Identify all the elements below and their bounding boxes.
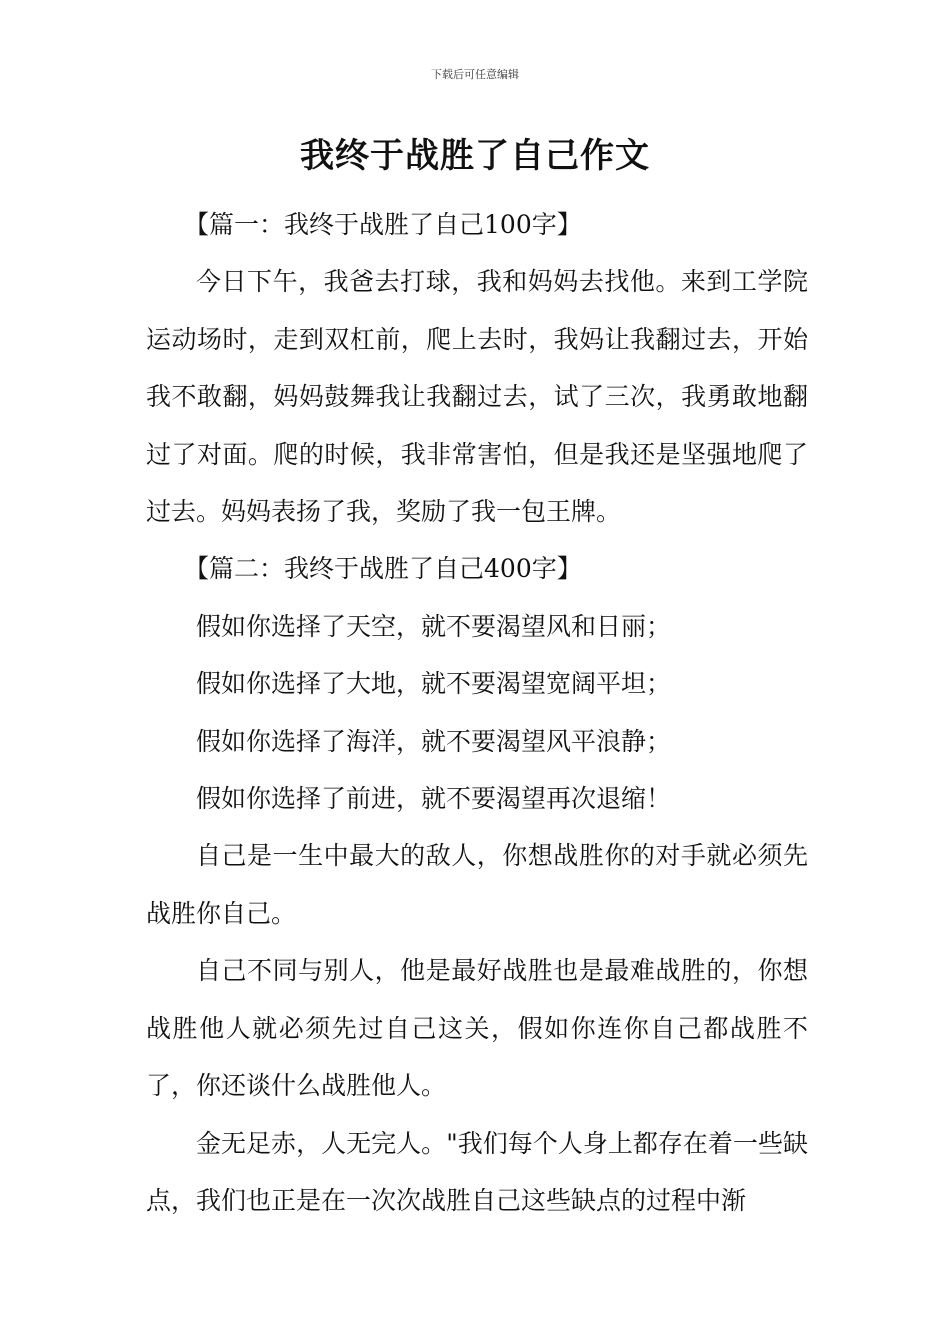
paragraph: 假如你选择了天空，就不要渴望风和日丽；	[196, 611, 672, 641]
document-body	[146, 196, 808, 1229]
paragraph: 假如你选择了大地，就不要渴望宽阔平坦；	[196, 669, 672, 699]
paragraph: 自己不同与别人，他是最好战胜也是最难战胜的，你想战胜他人就必须先过自己这关，假如你连你自己都战胜不了，你还谈什么战胜他人。	[146, 956, 808, 1101]
header-note: 下载后可任意编辑	[431, 68, 519, 81]
paragraph: 金无足赤，人无完人。"我们每个人身上都存在着一些缺点，我们也正是在一次次战胜自己这些缺点的过程中渐	[146, 1128, 808, 1215]
paragraph: 假如你选择了前进，就不要渴望再次退缩！	[196, 784, 672, 814]
section-heading-2: 【篇二：我终于战胜了自己400字】	[184, 554, 582, 584]
paragraph: 假如你选择了海洋，就不要渴望风平浪静；	[196, 726, 672, 756]
document-title: 我终于战胜了自己作文	[300, 136, 650, 176]
section-heading-1: 【篇一：我终于战胜了自己100字】	[184, 210, 582, 239]
paragraph: 今日下午，我爸去打球，我和妈妈去找他。来到工学院运动场时，走到双杠前，爬上去时，我妈让我翻过去，开始我不敢翻，妈妈鼓舞我让我翻过去，试了三次，我勇敢地翻过了对面。爬的时候，我非常害怕，但是我还是坚强地爬了过去。妈妈表扬了我，奖励了我一包王牌。	[146, 267, 808, 527]
paragraph: 自己是一生中最大的敌人，你想战胜你的对手就必须先战胜你自己。	[146, 841, 808, 928]
